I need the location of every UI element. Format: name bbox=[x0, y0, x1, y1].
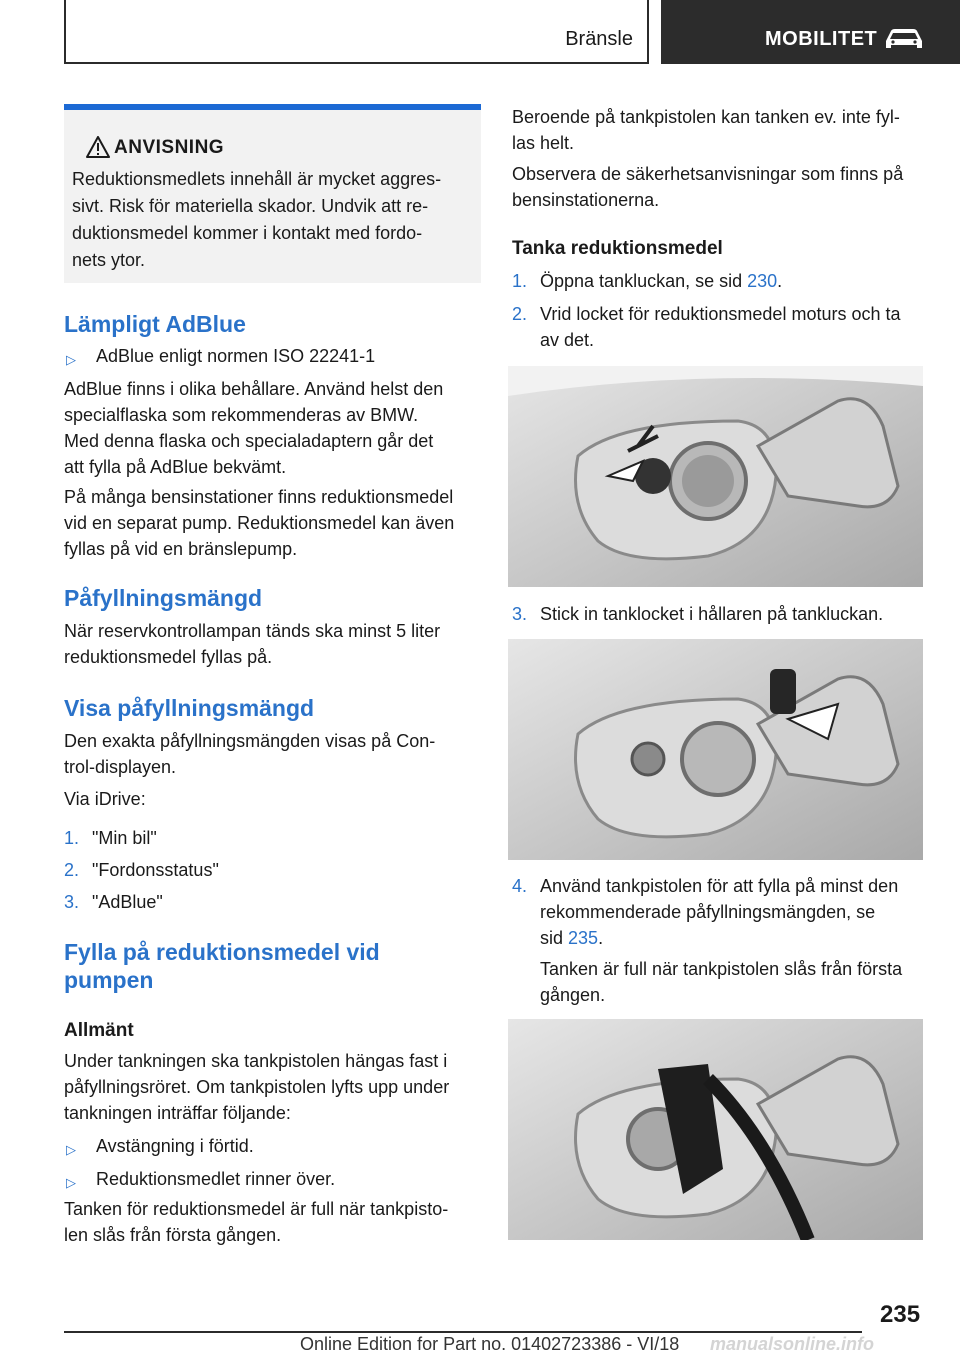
paragraph-bensinstationer: På många bensinstationer finns reduktionsmedel vid en separat pump. Reduktionsmedel kan även fyllas på vid en bränslepump. bbox=[64, 487, 455, 559]
paragraph-tanken-full: Tanken för reduktionsmedel är full när tankpisto- len slås från första gången. bbox=[64, 1199, 449, 1245]
paragraph-via-idrive: Via iDrive: bbox=[64, 789, 146, 809]
photo-nozzle-filling bbox=[508, 1019, 923, 1240]
warning-box bbox=[64, 104, 481, 283]
paragraph-tanken-ar-full: Tanken är full när tankpistolen slås från första gången. bbox=[540, 959, 903, 1005]
paragraph-beroende: Beroende på tankpistolen kan tanken ev. inte fyl- las helt. bbox=[512, 107, 900, 153]
header-section-title: Bränsle bbox=[565, 28, 633, 50]
bullet-triangle-icon: ▷ bbox=[66, 1142, 76, 1157]
bullet-triangle-icon: ▷ bbox=[66, 352, 76, 367]
footer-rule bbox=[64, 1331, 862, 1333]
page-number: 235 bbox=[880, 1301, 921, 1328]
heading-fylla-pa-pumpen: Fylla på reduktionsmedel vid pumpen bbox=[64, 939, 380, 993]
paragraph-visa: Den exakta påfyllningsmängden visas på Con- trol-displayen. bbox=[64, 731, 436, 777]
footer-watermark-logo: manualsonline.info bbox=[710, 1334, 875, 1354]
heading-allmant: Allmänt bbox=[64, 1020, 134, 1041]
warning-title: ANVISNING bbox=[114, 137, 225, 158]
paragraph-adblue-finns: AdBlue finns i olika behållare. Använd helst den specialflaska som rekommenderas av BMW. Med denna flaska och specialadaptern går det att fylla på AdBlue bekvämt. bbox=[64, 379, 444, 477]
header-section-box bbox=[64, 0, 649, 64]
car-icon bbox=[883, 26, 925, 52]
header-chapter-box bbox=[661, 0, 960, 64]
footer-edition: Online Edition for Part no. 01402723386 - VI/18 bbox=[300, 1334, 680, 1354]
warning-triangle-icon bbox=[86, 136, 110, 158]
paragraph-mangd: När reservkontrollampan tänds ska minst 5 liter reduktionsmedel fyllas på. bbox=[64, 621, 441, 667]
header-chapter-title: MOBILITET bbox=[765, 28, 878, 50]
photo-cap-in-holder bbox=[508, 639, 923, 860]
heading-visa-pafyllningsmangd: Visa påfyllningsmängd bbox=[64, 695, 315, 721]
page-link-235[interactable]: 235 bbox=[568, 928, 599, 948]
page-link-230[interactable]: 230 bbox=[747, 271, 778, 291]
warning-text: Reduktionsmedlets innehåll är mycket aggres- sivt. Risk för materiella skador. Undvik att re- duktionsmedel kommer i kontakt med fordo- nets ytor. bbox=[72, 169, 442, 270]
heading-pafyllningsmangd: Påfyllningsmängd bbox=[64, 585, 263, 611]
heading-lampligt-adblue: Lämpligt AdBlue bbox=[64, 311, 246, 337]
photo-remove-cap bbox=[508, 366, 923, 587]
paragraph-allmant: Under tankningen ska tankpistolen hängas fast i påfyllningsröret. Om tankpistolen lyfts upp under tankningen inträffar följande: bbox=[64, 1051, 450, 1123]
heading-tanka-reduktionsmedel: Tanka reduktionsmedel bbox=[512, 238, 723, 259]
bullet-triangle-icon: ▷ bbox=[66, 1175, 76, 1190]
paragraph-observera: Observera de säkerhetsanvisningar som finns på bensinstationerna. bbox=[512, 164, 904, 210]
